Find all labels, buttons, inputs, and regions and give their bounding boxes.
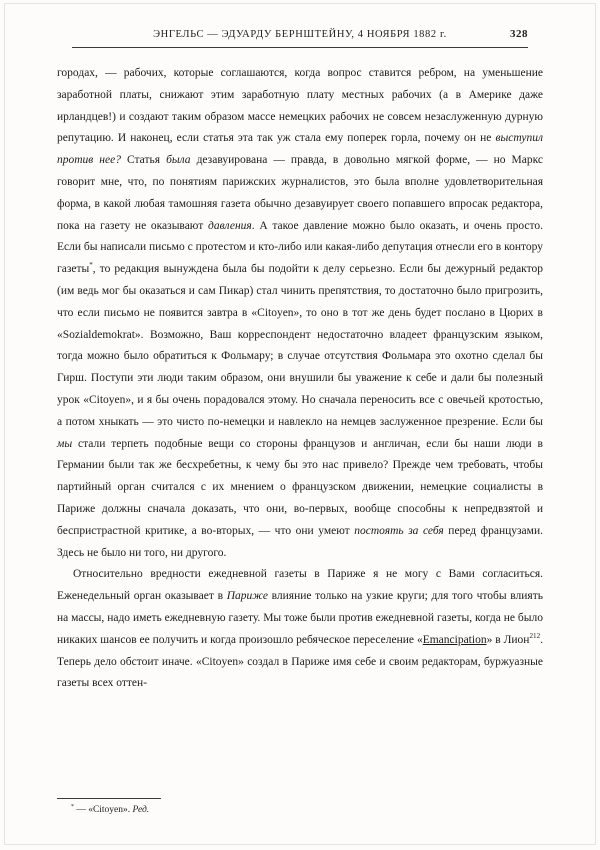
text-segment: стали терпеть подобные вещи со стороны французов и англичан, если бы наши люди в Германии были так же бесхребетны, к чему бы это нас привело? Прежде чем требовать, чтобы партийный орган считался с их мнением о французском движении, немецкие социалисты в Париже должны сначала доказать, что они, во-первых, вообще способны к непредвзятой и беспристрастной критике, а во-вторых, — что они умеют — [57, 437, 543, 537]
superscript-reference: * — [71, 803, 74, 810]
footnote-area — [57, 798, 543, 817]
text-segment: Относительно вредности ежедневной газеты в Париже я не могу с Вами согласиться. Еженедельный орган оказывает в — [57, 568, 543, 603]
text-block — [57, 63, 543, 695]
footnote-separator — [57, 798, 161, 799]
text-segment: была — [166, 154, 191, 167]
superscript-reference: 212 — [529, 631, 541, 640]
superscript-reference: * — [89, 261, 93, 270]
text-segment: мы — [57, 437, 73, 450]
text-segment: выступил против нее? — [57, 132, 543, 167]
paragraph — [57, 564, 543, 695]
text-segment: . Теперь дело обстоит иначе. «Citoyen» создал в Париже имя себе и своим редакторам, буржуазные газеты всех оттен- — [57, 633, 543, 690]
page-number: 328 — [510, 28, 528, 40]
paragraph — [57, 63, 543, 564]
running-header — [72, 29, 528, 40]
text-segment: давления — [208, 219, 252, 232]
text-segment: — «Citoyen». — [73, 805, 133, 815]
text-segment: городах, — рабочих, которые соглашаются, когда вопрос ставится ребром, на уменьшение заработной платы, снижают этим заработную плату местных рабочих (а в Америке даже ирландцев!) и создают таким образом массе немецких рабочих не совсем незаслуженную дурную репутацию. И наконец, если статья эта так уж стала ему поперек горла, почему он не — [57, 67, 543, 145]
text-segment: , то редакция вынуждена была бы подойти к делу серьезно. Если бы дежурный редактор (им ведь мог бы оказаться и сам Пикар) стал чинить препятствия, то достаточно было пригрозить, что если письмо не появится завтра в «Citoyen», то оно в тот же день будет послано в Цюрих в «Sozialdemokrat». Возможно, Ваш корреспондент недостаточно владеет французским языком, тогда можно было обратиться к Фольмару; в случае отсутствия Фольмара это охотно сделал бы Гирш. Поступи эти люди таким образом, они внушили бы уважение к себе и дали бы полезный урок «Citoyen», и я бы очень порадовался этому. Но сначала переносить все с овечьей кротостью, а потом хныкать — это чисто по-немецки и навлекло на немцев заслуженное презрение. Если бы — [57, 263, 543, 428]
text-segment: перед французами. Здесь не было ни того, ни другого. — [57, 524, 543, 559]
text-segment: . А такое давление можно было оказать, и очень просто. Если бы написали письмо с протестом и кто-либо или какая-либо депутация отнесли его в контору газеты — [57, 219, 543, 276]
text-segment: » в Лион — [486, 633, 530, 646]
text-segment: Статья — [120, 154, 167, 167]
text-segment: Emancipation — [422, 633, 487, 646]
text-segment: постоять за себя — [354, 524, 444, 537]
footnote-text — [57, 804, 543, 817]
text-segment: дезавуирована — правда, в довольно мягкой форме, — но Маркс говорит мне, что, по понятиям парижских журналистов, это была вполне удовлетворительная форма, в какой любая тамошняя газета обычно дезавуирует своего попавшего впросак редактора, пока на газету не оказывают — [57, 154, 543, 232]
text-segment: Париже — [226, 590, 268, 603]
text-segment: влияние только на узкие круги; для того чтобы влиять на массы, надо иметь ежедневную газету. Мы тоже были против ежедневной газеты, когда не было никаких шансов ее получить и когда произошло ребяческое переселение « — [57, 590, 543, 646]
text-segment: Ред. — [132, 805, 150, 815]
header-rule — [72, 47, 528, 48]
header-title: ЭНГЕЛЬС — ЭДУАРДУ БЕРНШТЕЙНУ, 4 НОЯБРЯ 1882 г. — [153, 29, 447, 40]
